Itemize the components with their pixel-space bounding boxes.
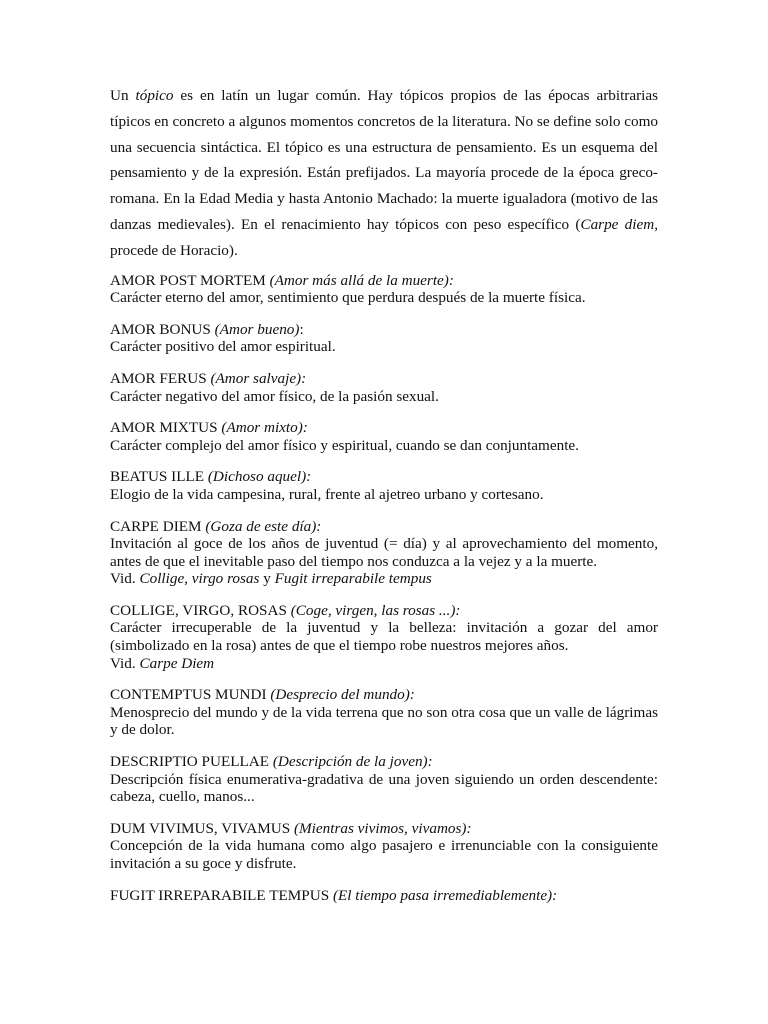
intro-run-italic: Carpe diem <box>580 215 655 233</box>
topic-entry <box>110 686 658 739</box>
topic-title: AMOR POST MORTEM <box>110 271 266 289</box>
topic-title: COLLIGE, VIRGO, ROSAS <box>110 601 287 619</box>
topic-definition: Carácter complejo del amor físico y espiritual, cuando se dan conjuntamente. <box>110 436 579 454</box>
topic-title: DESCRIPTIO PUELLAE <box>110 753 270 771</box>
topic-title: AMOR BONUS <box>110 320 211 338</box>
topic-cross-reference <box>110 655 658 673</box>
topic-translation: (Amor salvaje): <box>210 369 307 387</box>
topic-translation: (Mientras vivimos, vivamos): <box>293 819 472 837</box>
topic-cross-reference <box>110 570 658 588</box>
topic-heading <box>110 272 658 290</box>
topic-title: FUGIT IRREPARABILE TEMPUS <box>110 886 330 904</box>
topic-entry <box>110 887 658 905</box>
topic-entry <box>110 272 658 307</box>
topic-entry <box>110 602 658 672</box>
topic-heading <box>110 518 658 536</box>
topic-definition: Descripción física enumerativa-gradativa de una joven siguiendo un orden descendente: cabeza, cuello, manos... <box>110 770 658 806</box>
topic-heading <box>110 370 658 388</box>
topic-title: CONTEMPTUS MUNDI <box>110 686 267 704</box>
topic-definition: Carácter irrecuperable de la juventud y la belleza: invitación a gozar del amor (simbolizado en la rosa) antes de que el tiempo robe nuestros mejores años. <box>110 619 658 655</box>
topic-list <box>110 272 658 905</box>
topic-entry <box>110 518 658 588</box>
topic-translation: (El tiempo pasa irremediablemente): <box>332 886 558 904</box>
topic-definition: Menosprecio del mundo y de la vida terrena que no son otra cosa que un valle de lágrimas y de dolor. <box>110 703 658 739</box>
topic-definition: Carácter positivo del amor espiritual. <box>110 338 336 356</box>
topic-entry <box>110 753 658 806</box>
topic-definition: Invitación al goce de los años de juventud (= día) y al aprovechamiento del momento, antes de que el inevitable paso del tiempo nos conduzca a la vejez y a la muerte. <box>110 535 658 570</box>
topic-heading <box>110 753 658 771</box>
intro-run-text: Un <box>110 87 136 104</box>
topic-heading <box>110 887 658 905</box>
topic-entry <box>110 820 658 873</box>
ref-run-text: Vid. <box>110 654 140 672</box>
topic-definition: Carácter eterno del amor, sentimiento que perdura después de la muerte física. <box>110 289 586 307</box>
ref-run-italic: Carpe Diem <box>139 654 215 672</box>
topic-entry <box>110 370 658 405</box>
topic-translation: (Amor mixto): <box>221 419 308 437</box>
topic-definition: Concepción de la vida humana como algo pasajero e irrenunciable con la consiguiente invitación a su goce y disfrute. <box>110 837 658 873</box>
topic-definition: Elogio de la vida campesina, rural, frente al ajetreo urbano y cortesano. <box>110 485 544 503</box>
ref-run-italic: Fugit irreparabile tempus <box>274 570 432 588</box>
topic-translation: (Coge, virgen, las rosas ...): <box>290 601 461 619</box>
topic-definition: Carácter negativo del amor físico, de la pasión sexual. <box>110 387 439 405</box>
topic-translation: (Goza de este día): <box>205 517 322 535</box>
topic-translation: (Dichoso aquel): <box>207 468 312 486</box>
topic-title: CARPE DIEM <box>110 517 202 535</box>
intro-run-italic: tópico <box>135 87 174 104</box>
topic-translation: (Amor más allá de la muerte): <box>269 271 454 289</box>
topic-translation: (Desprecio del mundo): <box>270 686 415 704</box>
topic-heading <box>110 468 658 486</box>
topic-title: AMOR FERUS <box>110 369 207 387</box>
intro-run-text: , procede de Horacio). <box>110 215 658 259</box>
topic-heading <box>110 602 658 620</box>
topic-translation: (Amor bueno) <box>214 320 300 338</box>
topic-title: AMOR MIXTUS <box>110 419 218 437</box>
ref-run-italic: Collige, virgo rosas <box>139 570 260 588</box>
ref-run-text: Vid. <box>110 570 140 588</box>
document-page <box>110 83 658 918</box>
topic-translation: (Descripción de la joven): <box>272 753 433 771</box>
topic-title: BEATUS ILLE <box>110 468 205 486</box>
topic-heading <box>110 820 658 838</box>
topic-entry <box>110 419 658 454</box>
topic-heading <box>110 686 658 704</box>
intro-run-text: es en latín un lugar común. Hay tópicos propios de las épocas arbitrarias típicos en concreto a algunos momentos concretos de la literatura. No se define solo como una secuencia sintáctica. El tópico es una estructura de pensamiento. Es un esquema del pensamiento y de la expresión. Están prefijados. La mayoría procede de la época greco-romana. En la Edad Media y hasta Antonio Machado: la muerte igualadora (motivo de las danzas medievales). En el renacimiento hay tópicos con peso específico ( <box>110 87 659 233</box>
topic-entry <box>110 321 658 356</box>
ref-run-text: y <box>259 570 275 588</box>
topic-title: DUM VIVIMUS, VIVAMUS <box>110 819 291 837</box>
topic-entry <box>110 468 658 503</box>
topic-heading <box>110 321 658 339</box>
topic-heading-colon: : <box>299 320 304 338</box>
intro-paragraph <box>110 83 658 264</box>
topic-heading <box>110 419 658 437</box>
